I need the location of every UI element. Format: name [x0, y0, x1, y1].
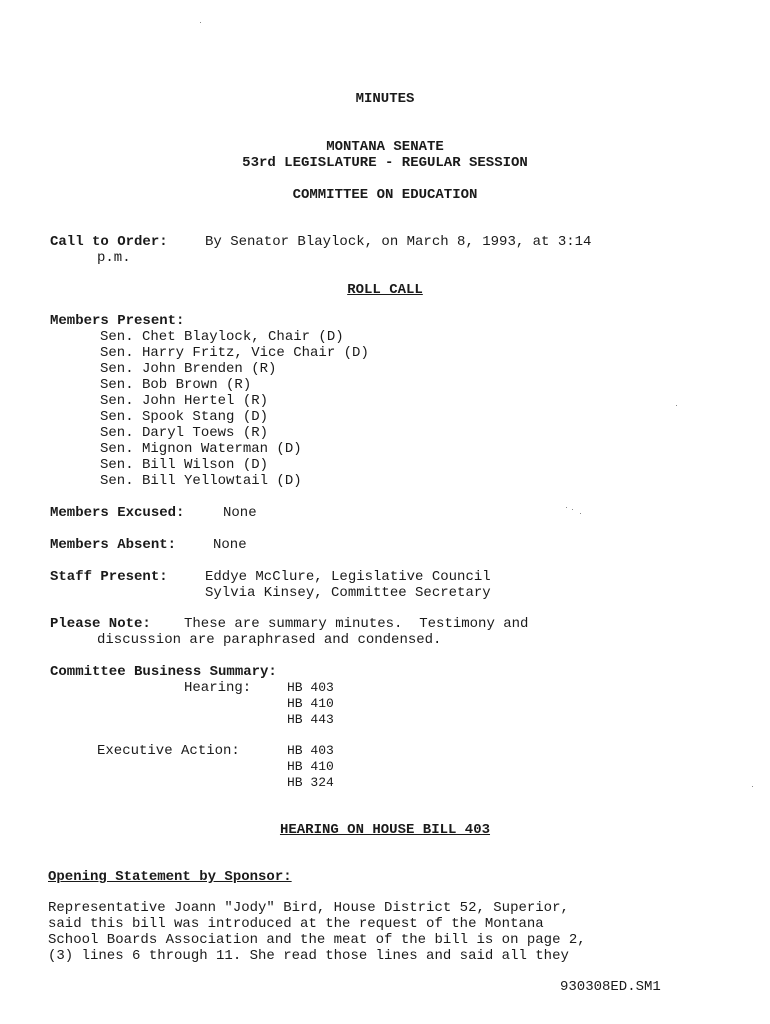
business-summary-label: Committee Business Summary:	[50, 664, 277, 680]
executive-bill: HB 324	[287, 775, 334, 790]
members-absent-label: Members Absent:	[50, 537, 177, 553]
members-excused-label: Members Excused:	[50, 505, 185, 521]
call-to-order-text: By Senator Blaylock, on March 8, 1993, at 3:14	[205, 234, 592, 250]
please-note-text-cont: discussion are paraphrased and condensed.	[97, 632, 442, 648]
scan-speck	[200, 22, 201, 23]
hearing-label: Hearing:	[184, 680, 252, 696]
members-present-label: Members Present:	[50, 313, 185, 329]
call-to-order-label: Call to Order:	[50, 234, 168, 250]
org-name: MONTANA SENATE	[326, 139, 444, 155]
scan-speck	[580, 513, 581, 514]
member-item: Sen. John Hertel (R)	[100, 393, 269, 409]
member-item: Sen. Mignon Waterman (D)	[100, 441, 302, 457]
member-item: Sen. Daryl Toews (R)	[100, 425, 269, 441]
session-name: 53rd LEGISLATURE - REGULAR SESSION	[242, 155, 528, 171]
please-note-label: Please Note:	[50, 616, 151, 632]
member-item: Sen. Chet Blaylock, Chair (D)	[100, 329, 344, 345]
member-item: Sen. Harry Fritz, Vice Chair (D)	[100, 345, 369, 361]
member-item: Sen. Bill Wilson (D)	[100, 457, 269, 473]
members-excused-value: None	[223, 505, 257, 521]
hearing-body-line: Representative Joann "Jody" Bird, House District 52, Superior,	[48, 900, 569, 916]
hearing-bill: HB 410	[287, 696, 334, 711]
staff-item: Eddye McClure, Legislative Council	[205, 569, 491, 585]
scan-speck	[676, 405, 677, 406]
roll-call-heading: ROLL CALL	[347, 282, 423, 298]
member-item: Sen. Spook Stang (D)	[100, 409, 269, 425]
please-note-text: These are summary minutes. Testimony and	[184, 616, 529, 632]
members-absent-value: None	[213, 537, 247, 553]
executive-action-label: Executive Action:	[97, 743, 240, 759]
scan-speck	[572, 509, 573, 510]
document-title: MINUTES	[355, 91, 415, 107]
hearing-heading: HEARING ON HOUSE BILL 403	[279, 822, 491, 838]
scan-speck	[752, 786, 753, 787]
opening-statement-heading: Opening Statement by Sponsor:	[48, 869, 292, 885]
executive-bill: HB 403	[287, 743, 334, 758]
member-item: Sen. John Brenden (R)	[100, 361, 277, 377]
hearing-body-line: (3) lines 6 through 11. She read those lines and said all they	[48, 948, 569, 964]
hearing-body-line: School Boards Association and the meat of the bill is on page 2,	[48, 932, 586, 948]
staff-item: Sylvia Kinsey, Committee Secretary	[205, 585, 491, 601]
executive-bill: HB 410	[287, 759, 334, 774]
staff-present-label: Staff Present:	[50, 569, 168, 585]
member-item: Sen. Bill Yellowtail (D)	[100, 473, 302, 489]
committee-name: COMMITTEE ON EDUCATION	[292, 187, 478, 203]
call-to-order-text-cont: p.m.	[97, 250, 131, 266]
document-id: 930308ED.SM1	[560, 979, 661, 995]
scan-speck	[566, 507, 567, 508]
hearing-body-line: said this bill was introduced at the request of the Montana	[48, 916, 544, 932]
hearing-bill: HB 403	[287, 680, 334, 695]
member-item: Sen. Bob Brown (R)	[100, 377, 252, 393]
hearing-bill: HB 443	[287, 712, 334, 727]
